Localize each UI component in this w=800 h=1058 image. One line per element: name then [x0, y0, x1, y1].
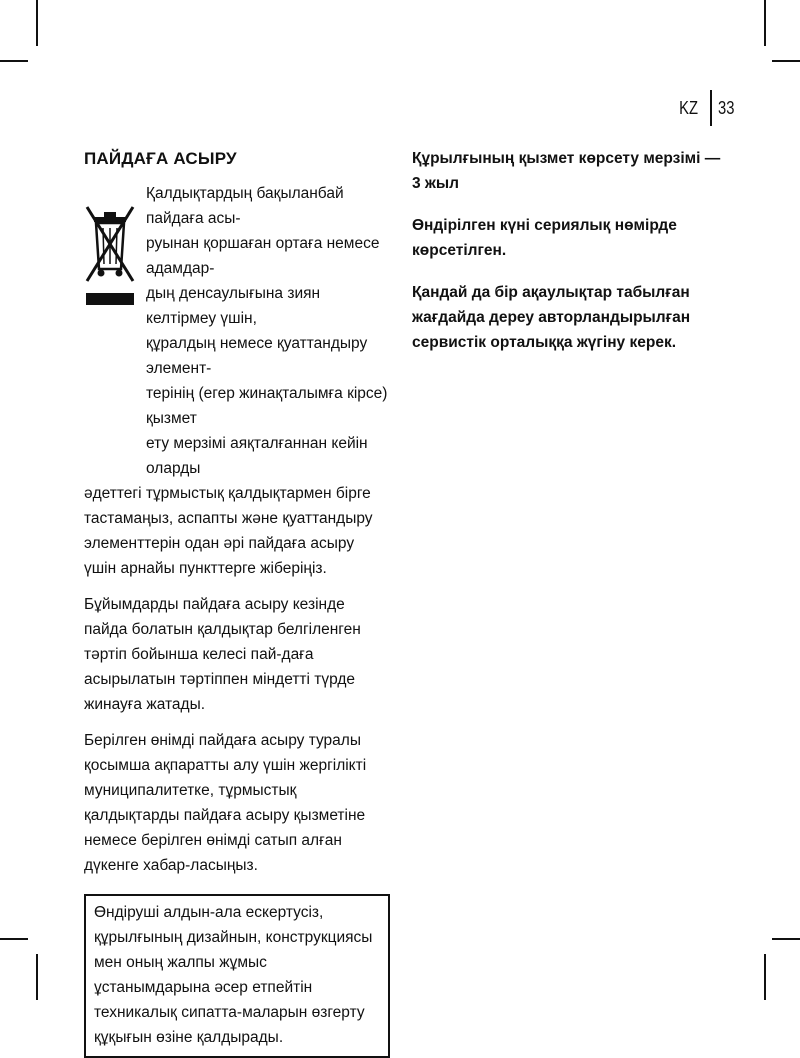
intro-line: руынан қоршаған ортаға немесе адамдар- [146, 235, 380, 277]
page-number: 33 [717, 97, 735, 118]
manufacturer-note-box [84, 894, 390, 1058]
right-column [412, 146, 732, 372]
header-divider [710, 90, 712, 126]
manufacture-date: Өндірілген күні сериялық нөмірде көрсетілген. [412, 217, 677, 259]
manufacturer-note: Өндіруші алдын-ала ескертусіз, құрылғының дизайнын, конструкциясы мен оның жалпы жұмыс ұстанымдарына әсер етпейтін техникалық сипатта-маларын өзгерту құқығын өзіне қалдырады. [94, 904, 373, 1046]
crop-mark [0, 60, 28, 62]
info-paragraph: Берілген өнімді пайдаға асыру туралы қосымша ақпаратты алу үшін жергілікті муниципалитетке, тұрмыстық қалдықтарды пайдаға асыру қызметіне немесе берілген өнімді сатып алған дүкенге хабар-ласыңыз. [84, 732, 367, 874]
left-column [84, 146, 390, 1058]
service-life: Құрылғының қызмет көрсету мерзімі — 3 жыл [412, 150, 721, 192]
crop-mark [0, 938, 28, 940]
intro-text [146, 181, 390, 481]
collection-paragraph: Бұйымдарды пайдаға асыру кезінде пайда болатын қалдықтар белгіленген тәртіп бойынша келесі пай-даға асырылатын тәртіппен міндетті түрде жинауға жатады. [84, 596, 361, 713]
disposal-intro [84, 181, 390, 481]
intro-line: ету мерзімі аяқталғаннан кейін оларды [146, 435, 368, 477]
intro-line: дың денсаулығына зиян келтірмеу үшін, [146, 285, 321, 327]
intro-line: құралдың немесе қуаттандыру элемент- [146, 335, 368, 377]
section-title: ПАЙДАҒА АСЫРУ [84, 149, 237, 168]
crop-mark [36, 954, 38, 1000]
crossed-out-wheelie-bin-icon [84, 195, 136, 313]
defects-notice: Қандай да бір ақаулықтар табылған жағдайда дереу авторландырылған сервистік орталыққа жүгіну керек. [412, 284, 691, 351]
crop-mark [764, 0, 766, 46]
intro-continuation: әдеттегі тұрмыстық қалдықтармен бірге тастамаңыз, аспапты және қуаттандыру элементтерін одан әрі пайдаға асыру үшін арнайы пункттерге жіберіңіз. [84, 485, 373, 577]
crop-mark [772, 938, 800, 940]
crop-mark [764, 954, 766, 1000]
page-header [675, 90, 738, 126]
language-code: KZ [679, 97, 698, 118]
crop-mark [36, 0, 38, 46]
intro-line: терінің (егер жинақталымға кірсе) қызмет [146, 385, 388, 427]
crop-mark [772, 60, 800, 62]
intro-line: Қалдықтардың бақыланбай пайдаға асы- [146, 185, 344, 227]
